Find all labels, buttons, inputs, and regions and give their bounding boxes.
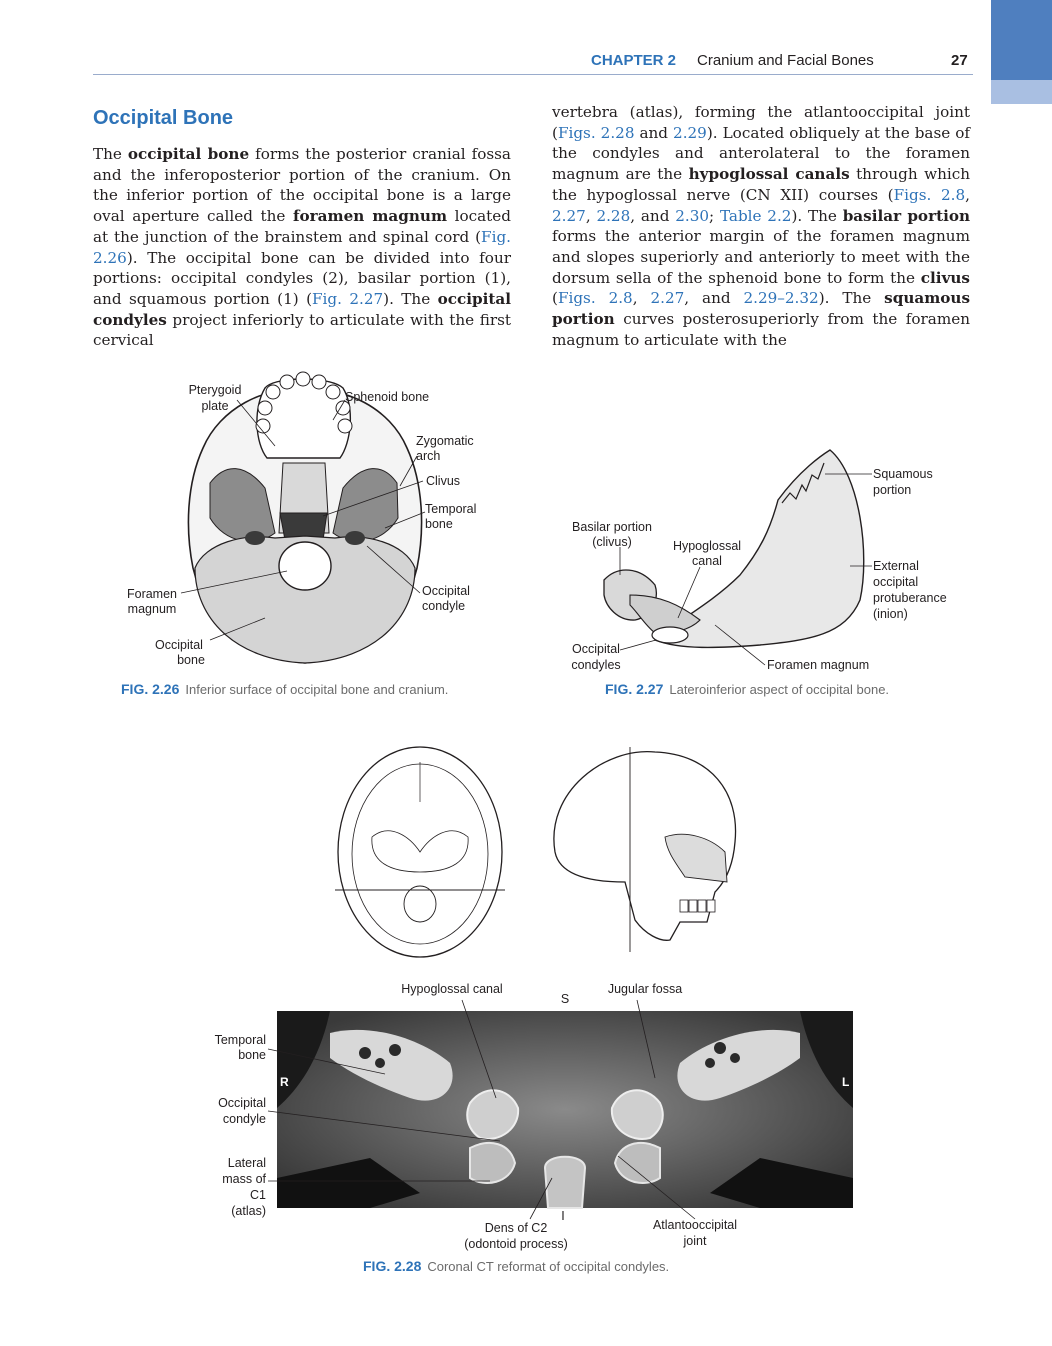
label-lateral-mass-c1: C1 <box>250 1188 266 1202</box>
label-occipital-condyle: condyle <box>222 1112 266 1126</box>
caption-text: Lateroinferior aspect of occipital bone. <box>669 682 890 697</box>
body-column-right <box>552 102 970 350</box>
chapter-tab-lower <box>991 80 1052 104</box>
label-right-marker: R <box>280 1075 289 1089</box>
label-occipital-condyle: condyle <box>422 599 466 613</box>
figure-number: FIG. 2.26 <box>121 681 180 697</box>
locator-lateral-skull <box>535 742 755 952</box>
label-zygomatic-arch: arch <box>416 449 441 463</box>
figure-reference-link[interactable]: 2.30 <box>675 206 710 225</box>
label-external-occipital-protuberance: occipital <box>873 575 919 589</box>
label-foramen-magnum: Foramen magnum <box>767 658 870 672</box>
label-pterygoid-plate: Pterygoid <box>188 383 242 397</box>
figure-reference-link[interactable]: 2.29 <box>673 123 707 142</box>
caption-text: Coronal CT reformat of occipital condyles. <box>427 1259 670 1274</box>
label-squamous-portion: Squamous <box>873 467 933 481</box>
figure-number: FIG. 2.27 <box>605 681 664 697</box>
figure-reference-link[interactable]: 2.27 <box>650 289 685 308</box>
label-temporal-bone: bone <box>425 517 453 531</box>
label-temporal-bone: Temporal <box>425 502 477 516</box>
label-inferior-marker: I <box>561 1209 565 1223</box>
chapter-label: CHAPTER 2 <box>591 52 677 69</box>
label-atlantooccipital-joint: Atlantooccipital <box>652 1218 738 1232</box>
text-run: The <box>93 145 128 163</box>
label-basilar-portion: Basilar portion <box>572 520 652 534</box>
label-clivus: Clivus <box>426 474 461 488</box>
text-run: ). Located obliquely at the base of the condyles and anterolateral to the foramen magnum are the <box>552 123 971 184</box>
label-occipital-condyle: Occipital <box>218 1096 266 1110</box>
label-hypoglossal-canal: Hypoglossal canal <box>401 982 503 996</box>
label-temporal-bone: Temporal <box>214 1033 266 1047</box>
label-left-marker: L <box>842 1075 850 1089</box>
bold-term: hypoglossal canals <box>688 165 850 184</box>
label-squamous-portion: portion <box>873 483 912 497</box>
label-dens-c2: (odontoid process) <box>464 1237 568 1251</box>
body-paragraph <box>552 102 970 350</box>
label-dens-c2: Dens of C2 <box>484 1221 548 1235</box>
body-column-left <box>93 144 511 351</box>
label-temporal-bone: bone <box>238 1048 266 1062</box>
text-run: vertebra (atlas), forming the atlantooccipital joint ( <box>552 103 970 142</box>
text-run: through which the hypoglossal nerve (CN XII) courses ( <box>552 165 970 204</box>
chapter-title: Cranium and Facial Bones <box>697 52 874 69</box>
caption-text: Inferior surface of occipital bone and cranium. <box>185 682 449 697</box>
label-occipital-condyles: Occipital <box>572 642 620 656</box>
label-external-occipital-protuberance: (inion) <box>873 607 908 621</box>
text-run: , <box>585 206 597 225</box>
text-run: ( <box>552 289 558 308</box>
bold-term: foramen magnum <box>293 207 448 226</box>
figure-number: FIG. 2.28 <box>363 1258 422 1274</box>
bold-term: occipital condyles <box>93 289 512 329</box>
text-run: , <box>965 185 970 204</box>
label-occipital-condyles: condyles <box>571 658 621 672</box>
label-hypoglossal-canal: Hypoglossal <box>672 539 742 553</box>
text-run: ). The <box>818 289 885 308</box>
figure-2-28-coronal-ct <box>200 978 860 1253</box>
chapter-tab <box>991 0 1052 80</box>
text-run: ; <box>709 206 720 225</box>
bold-term: occipital bone <box>127 145 250 163</box>
text-run: ). The occipital bone can be divided into four portions: occipital condyles (2), basilar portion (1), and squamous portion (1) ( <box>93 248 511 308</box>
text-run: forms the anterior margin of the foramen magnum and slopes superiorly and anteriorly to meet with the dorsum sella of the sphenoid bone to form the <box>552 227 970 287</box>
label-occipital-condyle: Occipital <box>422 584 470 598</box>
label-jugular-fossa: Jugular fossa <box>607 982 683 996</box>
text-run: forms the posterior cranial fossa and the inferoposterior portion of the cranium. On the inferior portion of the occipital bone is a large oval aperture called the <box>93 145 511 226</box>
text-run: , and <box>630 206 676 225</box>
label-zygomatic-arch: Zygomatic <box>416 434 474 448</box>
page-number: 27 <box>951 52 968 69</box>
label-lateral-mass-c1: (atlas) <box>231 1204 266 1218</box>
label-foramen-magnum: Foramen <box>126 587 178 601</box>
text-run: located at the junction of the brainstem and spinal cord ( <box>93 207 511 246</box>
figure-2-26-skull-inferior <box>115 368 500 673</box>
figure-reference-link[interactable]: Fig. 2.27 <box>312 289 384 308</box>
label-occipital-bone: bone <box>177 653 205 667</box>
label-lateral-mass-c1: Lateral <box>227 1156 266 1170</box>
text-run: project inferiorly to articulate with the first cervical <box>93 310 511 350</box>
section-title: Occipital Bone <box>93 107 234 129</box>
locator-axial-skull <box>330 742 510 967</box>
text-run: ). The <box>791 206 843 225</box>
figure-reference-link[interactable]: Figs. 2.28 <box>557 123 635 142</box>
figure-2-27-caption <box>605 681 889 697</box>
figure-reference-link[interactable]: Figs. 2.8 <box>893 185 966 204</box>
figure-reference-link[interactable]: 2.27 <box>552 206 586 225</box>
body-paragraph <box>93 144 511 351</box>
figure-reference-link[interactable]: 2.29–2.32 <box>743 289 819 308</box>
label-basilar-portion: (clivus) <box>592 535 632 549</box>
text-run: , <box>632 289 651 308</box>
label-foramen-magnum: magnum <box>127 602 177 616</box>
header-rule <box>93 74 973 75</box>
figure-reference-link[interactable]: Fig. 2.26 <box>93 227 511 267</box>
figure-2-27-occipital-lateral <box>560 435 970 675</box>
label-atlantooccipital-joint: joint <box>683 1234 707 1248</box>
label-external-occipital-protuberance: External <box>873 559 919 573</box>
label-pterygoid-plate: plate <box>201 399 229 413</box>
label-superior-marker: S <box>560 992 570 1006</box>
figure-2-28-caption <box>363 1258 669 1274</box>
text-run: curves posterosuperiorly from the foramen magnum to articulate with the <box>552 310 970 349</box>
text-run: , and <box>684 289 744 308</box>
figure-reference-link[interactable]: Figs. 2.8 <box>557 289 633 308</box>
label-hypoglossal-canal: canal <box>692 554 722 568</box>
bold-term: basilar portion <box>842 206 971 225</box>
label-occipital-bone: Occipital <box>155 638 203 652</box>
figure-reference-link[interactable]: Table 2.2 <box>719 206 792 225</box>
text-run: ). The <box>383 289 438 308</box>
figure-reference-link[interactable]: 2.28 <box>596 206 631 225</box>
figure-2-26-caption <box>121 681 448 697</box>
bold-term: clivus <box>920 268 970 287</box>
label-lateral-mass-c1: mass of <box>222 1172 266 1186</box>
text-run: and <box>634 123 674 142</box>
label-external-occipital-protuberance: protuberance <box>873 591 947 605</box>
label-sphenoid-bone: Sphenoid bone <box>345 390 430 404</box>
bold-term: squamous portion <box>552 289 971 329</box>
